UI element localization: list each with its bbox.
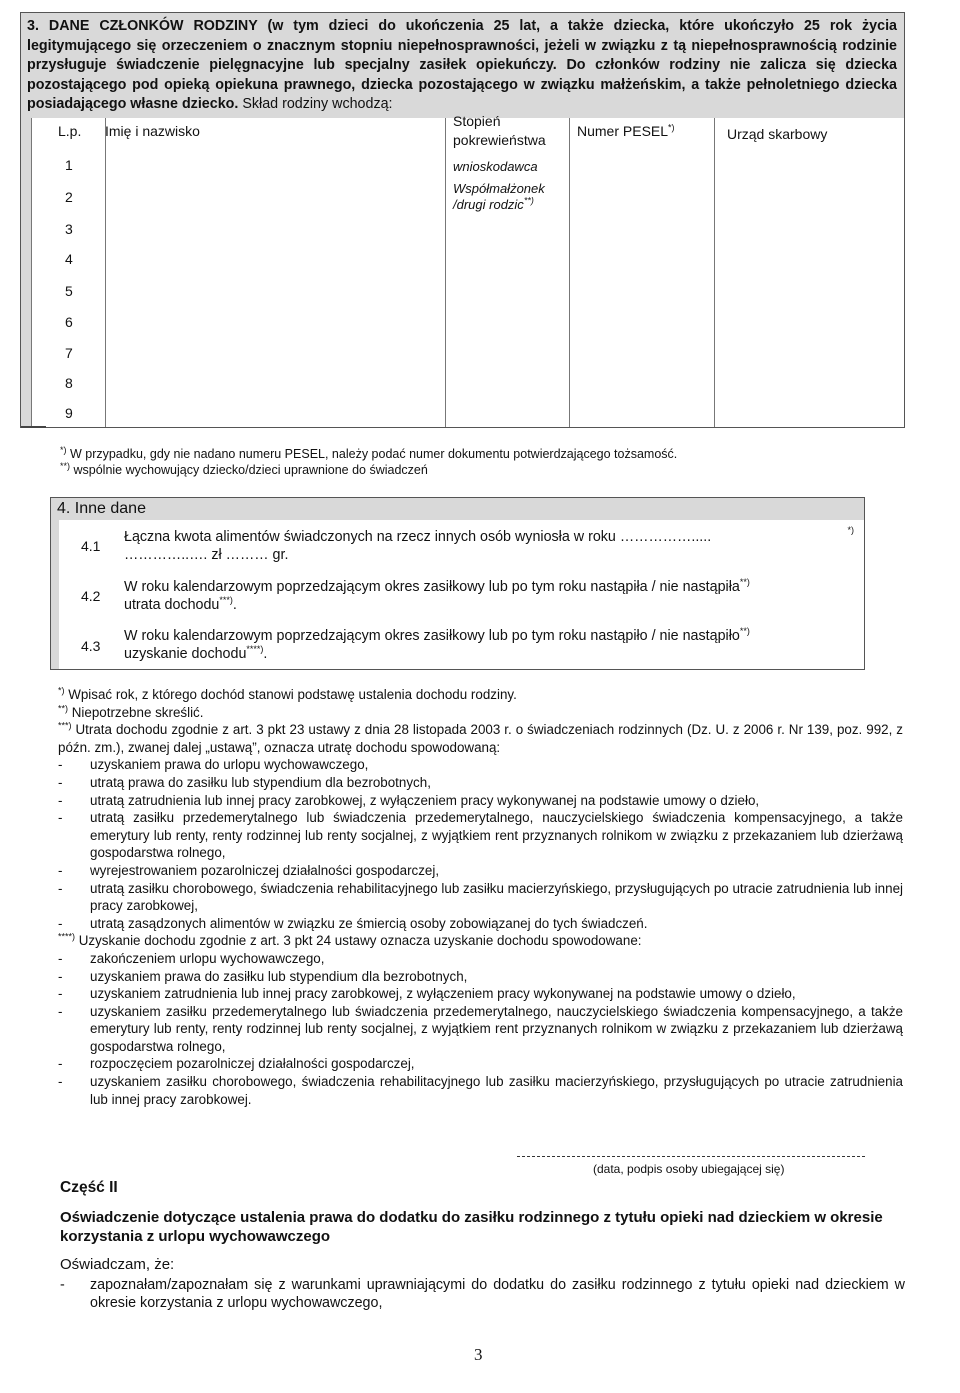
section-4-shaded-column [51,520,59,669]
section-3-family-members [20,12,905,428]
page-number: 3 [474,1345,483,1364]
section-3-intro [27,17,897,115]
col-header-pesel-mark: *) [668,122,675,133]
footnote-3-1-mark: *) [60,444,67,455]
item-4-1-line1: Łączna kwota alimentów świadczonych na rzecz innych osób wyniosła w roku ……………..... [124,529,712,545]
list-item [58,862,903,880]
list-item [58,1055,903,1073]
list-dash: - [58,774,63,790]
note-2-text: Niepotrzebne skreślić. [68,704,204,720]
pesel-column-border [569,118,570,427]
part-2-intro: Oświadczam, że: [60,1256,175,1273]
list-item [58,756,903,774]
item-4-3-number: 4.3 [81,638,101,654]
section-3-title: 3. DANE CZŁONKÓW RODZINY [27,18,258,34]
list-dash: - [58,986,63,1002]
item-4-1-mark: *) [847,525,854,535]
gain-item-6: uzyskaniem zasiłku chorobowego, świadczenia rehabilitacyjnego lub zasiłku macierzyńskiego, przysługujących po utracie zatrudnienia lub innej pracy zarobkowej. [90,1074,903,1107]
section-4-title: 4. Inne dane [51,498,864,520]
footnote-3-2-text: wspólnie wychowujący dziecko/dzieci uprawnione do świadczeń [70,463,428,477]
col-header-name: Imię i nazwisko [105,123,200,139]
list-item [58,809,903,862]
table-bottom-line [21,426,46,428]
item-4-2-number: 4.2 [81,588,101,604]
gain-item-5: rozpoczęciem pozarolniczej działalności gospodarczej, [90,1056,415,1072]
note-2-mark: **) [58,703,69,714]
col-header-relation-2: pokrewieństwa [453,132,546,148]
list-item [58,968,903,986]
gain-item-4: uzyskaniem zasiłku przedemerytalnego lub świadczenia przedemerytalnego, nauczycielskiego świadczenia kompensacyjnego, a także emerytury lub renty, renty rodzinnej lub renty socjalnej, z wyjątkiem rent przyznanych rolnikom w związku z przekazaniem lub dzierżawą gospodarstwa rolnego, [90,1003,903,1054]
row-number-2: 2 [65,189,73,205]
footnote-3-1 [60,446,677,462]
list-dash: - [58,792,63,808]
row-number-7: 7 [65,345,73,361]
note-4-mark: ****) [58,931,76,942]
note-1-mark: *) [58,685,65,696]
list-dash: - [58,1003,63,1019]
loss-item-2: utratą prawa do zasiłku lub stypendium dla bezrobotnych, [90,774,431,790]
col-header-lp: L.p. [58,123,82,139]
item-4-2-line1: W roku kalendarzowym poprzedzającym okres zasiłkowy lub po tym roku nastąpiła / nie nastąpiła [124,579,740,595]
list-item [58,985,903,1003]
col-header-pesel [577,123,675,140]
note-3 [58,721,903,756]
note-2 [58,704,903,722]
item-4-3-mark: **) [739,626,750,637]
list-dash: - [58,757,63,773]
list-item [58,792,903,810]
tax-column-border [714,118,715,427]
part-2-item [60,1276,905,1312]
section-3-composition: Skład rodziny wchodzą: [238,96,393,112]
loss-item-4: utratą zasiłku przedemerytalnego lub świadczenia przedemerytalnego, nauczycielskiego świadczenia kompensacyjnego, a także emerytury lub renty, renty rodzinnej lub renty socjalnej, z wyjątkiem rent przyznanych rolnikom w związku z przekazaniem lub dzierżawą gospodarstwa rolnego, [90,810,903,861]
item-4-1-number: 4.1 [81,538,101,554]
list-dash: - [58,810,63,826]
loss-item-6: utratą zasiłku chorobowego, świadczenia rehabilitacyjnego lub zasiłku macierzyńskiego, przysługujących po utracie zatrudnienia lub innej pracy zarobkowej, [90,880,903,914]
item-4-2-mark2: ***) [219,595,233,606]
row-number-6: 6 [65,314,73,330]
lp-column-border [31,118,32,427]
row-number-4: 4 [65,251,73,267]
note-3-text: Utrata dochodu zgodnie z art. 3 pkt 23 ustawy z dnia 28 listopada 2003 r. o świadczeniach rodzinnych (Dz. U. z 2006 r. Nr 139, poz. 992, z późn. zm.), zwanej dalej „ustawą”, oznacza utratę dochodu spowodowaną: [58,722,903,755]
signature-line [517,1156,865,1157]
item-4-3-mark2: ****) [246,644,264,655]
part-2-item-1: zapoznałam/zapoznałam się z warunkami uprawniającymi do dodatku do zasiłku rodzinnego z tytułu opieki nad dzieckiem w okresie korzystania z urlopu wychowawczego, [90,1277,905,1311]
row-2-relation-2 [453,197,534,213]
col-header-tax-office: Urząd skarbowy [727,126,828,142]
list-item [58,950,903,968]
part-2-heading: Oświadczenie dotyczące ustalenia prawa do dodatku do zasiłku rodzinnego z tytułu opieki nad dzieckiem w okresie korzystania z urlopu wychowawczego [60,1209,883,1245]
loss-item-1: uzyskaniem prawa do urlopu wychowawczego, [90,757,369,773]
item-4-3-line2: uzyskanie dochodu [124,646,247,662]
loss-item-3: utratą zatrudnienia lub innej pracy zarobkowej, z wyłączeniem pracy wykonywanej na podstawie umowy o dzieło, [90,792,760,808]
row-number-1: 1 [65,157,73,173]
lp-shaded-column [21,118,31,427]
section-3-title-rest: (w tym dzieci do ukończenia 25 lat, a także dziecka, które ukończyło 25 rok życia legitymującego się orzeczeniem o znacznym stopniu niepełnosprawności, jeżeli w związku z tą niepełnosprawnością rodzinie przysługuje świadczenie pielęgnacyjne lub specjalny zasiłek opiekuńczy. [27,18,897,73]
item-4-1-line2: …………..…. zł ……… gr. [124,547,289,563]
item-4-2-mark: **) [739,577,750,588]
item-4-1-text [124,525,854,564]
row-number-5: 5 [65,283,73,299]
item-4-2-end: . [232,597,237,613]
name-column-border [105,118,106,427]
list-dash: - [60,1277,65,1293]
item-4-3-end: . [263,646,268,662]
note-4-text: Uzyskanie dochodu zgodnie z art. 3 pkt 24 ustawy oznacza uzyskanie dochodu spowodowane: [75,933,642,949]
item-4-3-line1: W roku kalendarzowym poprzedzającym okres zasiłkowy lub po tym roku nastąpiło / nie nastąpiło [124,628,740,644]
note-1 [58,686,903,704]
item-4-2-line2: utrata dochodu [124,597,220,613]
list-dash: - [58,968,63,984]
footnote-3-2-mark: **) [60,460,71,471]
row-2-relation-1: Współmałżonek [453,181,545,196]
loss-item-5: wyrejestrowaniem pozarolniczej działalności gospodarczej, [90,862,440,878]
list-dash: - [58,1074,63,1090]
col-header-relation-1: Stopień [453,113,501,129]
notes-block [58,686,903,1108]
row-2-relation-2-text: /drugi rodzic [453,197,524,212]
list-dash: - [58,915,63,931]
item-4-3-text [124,627,854,663]
row-1-relation: wnioskodawca [453,159,538,174]
footnote-3-2 [60,462,428,478]
note-1-text: Wpisać rok, z którego dochód stanowi podstawę ustalenia dochodu rodziny. [64,687,517,702]
row-number-9: 9 [65,405,73,421]
loss-item-7: utratą zasądzonych alimentów w związku ze śmiercią osoby zobowiązanej do tych świadczeń. [90,915,648,931]
list-item [58,880,903,915]
col-header-pesel-label: Numer PESEL [577,123,669,139]
note-3-mark: ***) [58,720,72,731]
list-item [58,774,903,792]
signature-caption: (data, podpis osoby ubiegającej się) [593,1162,785,1176]
item-4-2-text [124,578,854,614]
list-item [58,915,903,933]
list-dash: - [58,1056,63,1072]
list-dash: - [58,862,63,878]
part-2-title: Część II [60,1179,118,1196]
gain-item-2: uzyskaniem prawa do zasiłku lub stypendium dla bezrobotnych, [90,968,468,984]
list-item [58,1073,903,1108]
section-4-other-data [50,497,865,670]
gain-item-1: zakończeniem urlopu wychowawczego, [90,950,325,966]
section-3-exclusion: Do członków rodziny nie zalicza się dziecka pozostającego pod opieką opiekuna prawnego, dziecka pozostającego w związku małżeńskim, a także pełnoletniego dziecka posiadającego własne dziecko. [27,57,898,112]
list-dash: - [58,880,63,896]
list-item [58,1003,903,1056]
list-dash: - [58,950,63,966]
note-4 [58,932,903,950]
footnote-3-1-text: W przypadku, gdy nie nadano numeru PESEL, należy podać numer dokumentu potwierdzającego tożsamość. [66,447,678,461]
relation-column-border [445,118,446,427]
row-2-relation-mark: **) [523,195,534,206]
gain-item-3: uzyskaniem zatrudnienia lub innej pracy zarobkowej, z wyłączeniem pracy wykonywanej na podstawie umowy o dzieło, [90,986,796,1002]
row-number-8: 8 [65,375,73,391]
row-number-3: 3 [65,221,73,237]
